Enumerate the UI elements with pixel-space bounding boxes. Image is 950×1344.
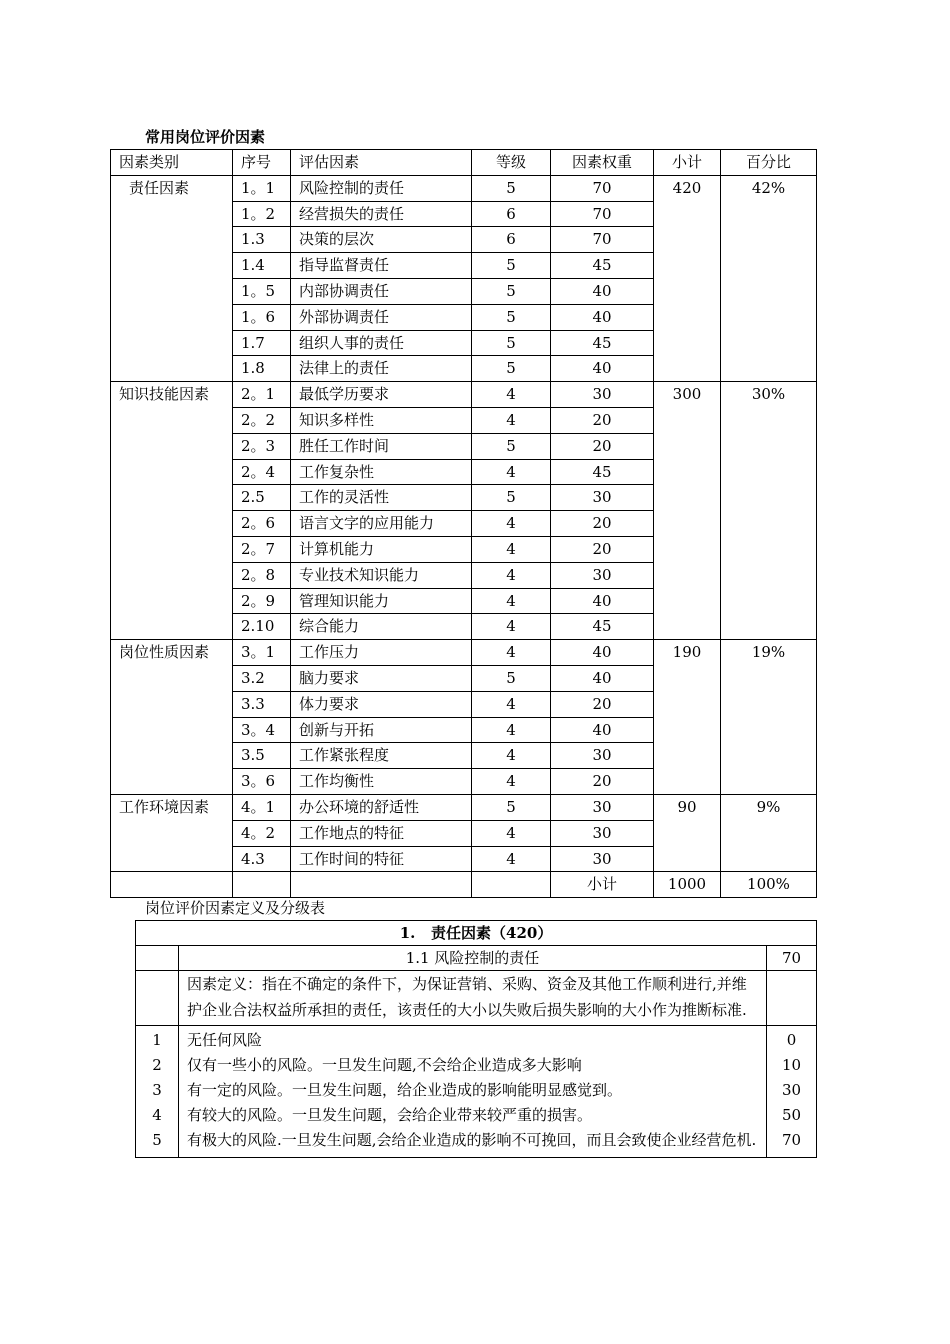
group-percent: 30% bbox=[721, 382, 817, 640]
column-header: 因素类别 bbox=[111, 150, 233, 176]
factor-level: 4 bbox=[472, 691, 551, 717]
row-number: 3.5 bbox=[233, 743, 291, 769]
factor-weight: 30 bbox=[551, 794, 654, 820]
group-percent: 9% bbox=[721, 794, 817, 871]
item-score: 70 bbox=[767, 946, 817, 971]
factor-definition: 因素定义：指在不确定的条件下，为保证营销、采购、资金及其他工作顺利进行,并维护企业合法权益所承担的责任，该责任的大小以失败后损失影响的大小作为推断标准. bbox=[179, 971, 767, 1026]
level-score: 10 bbox=[781, 1056, 802, 1074]
row-number: 3。6 bbox=[233, 769, 291, 795]
blank-cell bbox=[472, 872, 551, 898]
factor-weight: 20 bbox=[551, 691, 654, 717]
factor-name: 语言文字的应用能力 bbox=[291, 511, 472, 537]
factor-level: 5 bbox=[472, 485, 551, 511]
row-number: 4。2 bbox=[233, 820, 291, 846]
level-text: 仅有一些小的风险。一旦发生问题,不会给企业造成多大影响 bbox=[187, 1056, 582, 1074]
page-title: 常用岗位评价因素 bbox=[145, 128, 266, 146]
column-header: 因素权重 bbox=[551, 150, 654, 176]
factor-name: 内部协调责任 bbox=[291, 278, 472, 304]
factor-name: 创新与开拓 bbox=[291, 717, 472, 743]
blank-cell bbox=[136, 946, 179, 971]
factor-level: 5 bbox=[472, 794, 551, 820]
row-number: 2。2 bbox=[233, 407, 291, 433]
factor-name: 工作压力 bbox=[291, 640, 472, 666]
factor-weight: 40 bbox=[551, 588, 654, 614]
factor-category: 岗位性质因素 bbox=[111, 640, 233, 795]
factor-level: 4 bbox=[472, 769, 551, 795]
level-score: 30 bbox=[781, 1081, 802, 1099]
level-descriptions bbox=[179, 1026, 767, 1158]
level-no: 3 bbox=[152, 1081, 162, 1099]
factor-name: 综合能力 bbox=[291, 614, 472, 640]
factor-weight: 45 bbox=[551, 253, 654, 279]
level-no: 4 bbox=[152, 1106, 162, 1124]
factor-name: 外部协调责任 bbox=[291, 304, 472, 330]
group-percent: 19% bbox=[721, 640, 817, 795]
factor-name: 工作的灵活性 bbox=[291, 485, 472, 511]
factor-name: 组织人事的责任 bbox=[291, 330, 472, 356]
blank-cell bbox=[233, 872, 291, 898]
factor-weight: 40 bbox=[551, 278, 654, 304]
factor-level: 4 bbox=[472, 820, 551, 846]
row-number: 3.3 bbox=[233, 691, 291, 717]
level-no: 5 bbox=[152, 1131, 162, 1149]
factor-weight: 40 bbox=[551, 640, 654, 666]
factor-weight: 45 bbox=[551, 614, 654, 640]
factor-level: 5 bbox=[472, 330, 551, 356]
row-number: 4.3 bbox=[233, 846, 291, 872]
factor-weight: 30 bbox=[551, 485, 654, 511]
definition-table bbox=[135, 920, 817, 1158]
factor-weight: 20 bbox=[551, 511, 654, 537]
blank-cell bbox=[111, 872, 233, 898]
group-subtotal: 90 bbox=[654, 794, 721, 871]
factor-level: 5 bbox=[472, 304, 551, 330]
row-number: 1。2 bbox=[233, 201, 291, 227]
row-number: 2。8 bbox=[233, 562, 291, 588]
factor-weight: 70 bbox=[551, 227, 654, 253]
table-header-row bbox=[111, 150, 817, 176]
column-header: 小计 bbox=[654, 150, 721, 176]
column-header: 等级 bbox=[472, 150, 551, 176]
factor-table bbox=[110, 149, 817, 898]
factor-category: 工作环境因素 bbox=[111, 794, 233, 871]
level-numbers bbox=[136, 1026, 179, 1158]
factor-name: 工作均衡性 bbox=[291, 769, 472, 795]
group-subtotal: 190 bbox=[654, 640, 721, 795]
row-number: 2。3 bbox=[233, 433, 291, 459]
factor-level: 5 bbox=[472, 665, 551, 691]
factor-name: 经营损失的责任 bbox=[291, 201, 472, 227]
row-number: 2.10 bbox=[233, 614, 291, 640]
factor-name: 办公环境的舒适性 bbox=[291, 794, 472, 820]
level-score: 0 bbox=[786, 1031, 797, 1049]
factor-name: 计算机能力 bbox=[291, 536, 472, 562]
factor-weight: 45 bbox=[551, 459, 654, 485]
row-number: 3。1 bbox=[233, 640, 291, 666]
factor-level: 4 bbox=[472, 562, 551, 588]
group-subtotal: 420 bbox=[654, 175, 721, 381]
blank-cell bbox=[767, 971, 817, 1026]
factor-name: 决策的层次 bbox=[291, 227, 472, 253]
factor-weight: 40 bbox=[551, 665, 654, 691]
factor-level: 4 bbox=[472, 407, 551, 433]
factor-name: 脑力要求 bbox=[291, 665, 472, 691]
table-row bbox=[111, 794, 817, 820]
factor-weight: 30 bbox=[551, 382, 654, 408]
row-number: 2。1 bbox=[233, 382, 291, 408]
row-number: 1。6 bbox=[233, 304, 291, 330]
factor-weight: 40 bbox=[551, 304, 654, 330]
level-no: 1 bbox=[152, 1031, 162, 1049]
factor-level: 4 bbox=[472, 846, 551, 872]
row-number: 1。1 bbox=[233, 175, 291, 201]
factor-name: 风险控制的责任 bbox=[291, 175, 472, 201]
factor-name: 体力要求 bbox=[291, 691, 472, 717]
item-title: 1.1 风险控制的责任 bbox=[179, 946, 767, 971]
factor-name: 指导监督责任 bbox=[291, 253, 472, 279]
factor-weight: 30 bbox=[551, 846, 654, 872]
row-number: 1。5 bbox=[233, 278, 291, 304]
factor-name: 最低学历要求 bbox=[291, 382, 472, 408]
level-text: 有极大的风险.一旦发生问题,会给企业造成的影响不可挽回，而且会致使企业经营危机. bbox=[187, 1131, 757, 1149]
row-number: 2。6 bbox=[233, 511, 291, 537]
factor-weight: 30 bbox=[551, 562, 654, 588]
factor-level: 5 bbox=[472, 175, 551, 201]
row-number: 3.2 bbox=[233, 665, 291, 691]
table-row bbox=[111, 382, 817, 408]
factor-level: 4 bbox=[472, 588, 551, 614]
factor-weight: 45 bbox=[551, 330, 654, 356]
factor-name: 工作复杂性 bbox=[291, 459, 472, 485]
factor-weight: 70 bbox=[551, 201, 654, 227]
total-subtotal: 1000 bbox=[654, 872, 721, 898]
level-scores bbox=[767, 1026, 817, 1158]
factor-weight: 40 bbox=[551, 717, 654, 743]
factor-weight: 30 bbox=[551, 743, 654, 769]
level-score: 50 bbox=[781, 1106, 802, 1124]
row-number: 1.8 bbox=[233, 356, 291, 382]
blank-cell bbox=[291, 872, 472, 898]
factor-category: 责任因素 bbox=[111, 175, 233, 381]
factor-level: 4 bbox=[472, 382, 551, 408]
factor-level: 4 bbox=[472, 614, 551, 640]
level-text: 有较大的风险。一旦发生问题，会给企业带来较严重的损害。 bbox=[187, 1106, 593, 1124]
row-number: 2。4 bbox=[233, 459, 291, 485]
factor-level: 4 bbox=[472, 717, 551, 743]
row-number: 1.4 bbox=[233, 253, 291, 279]
factor-level: 5 bbox=[472, 253, 551, 279]
group-percent: 42% bbox=[721, 175, 817, 381]
row-number: 2.5 bbox=[233, 485, 291, 511]
section-header: 1. 责任因素（420） bbox=[136, 921, 817, 946]
factor-level: 4 bbox=[472, 511, 551, 537]
level-no: 2 bbox=[152, 1056, 162, 1074]
factor-name: 胜任工作时间 bbox=[291, 433, 472, 459]
factor-weight: 40 bbox=[551, 356, 654, 382]
column-header: 评估因素 bbox=[291, 150, 472, 176]
factor-name: 工作紧张程度 bbox=[291, 743, 472, 769]
factor-name: 工作地点的特征 bbox=[291, 820, 472, 846]
factor-level: 5 bbox=[472, 356, 551, 382]
factor-name: 法律上的责任 bbox=[291, 356, 472, 382]
factor-level: 5 bbox=[472, 433, 551, 459]
factor-category: 知识技能因素 bbox=[111, 382, 233, 640]
factor-weight: 30 bbox=[551, 820, 654, 846]
factor-level: 4 bbox=[472, 640, 551, 666]
row-number: 2。9 bbox=[233, 588, 291, 614]
level-text: 有一定的风险。一旦发生问题，给企业造成的影响能明显感觉到。 bbox=[187, 1081, 623, 1099]
column-header: 百分比 bbox=[721, 150, 817, 176]
row-number: 3。4 bbox=[233, 717, 291, 743]
factor-level: 4 bbox=[472, 743, 551, 769]
factor-level: 6 bbox=[472, 201, 551, 227]
factor-weight: 70 bbox=[551, 175, 654, 201]
row-number: 2。7 bbox=[233, 536, 291, 562]
factor-weight: 20 bbox=[551, 769, 654, 795]
row-number: 1.7 bbox=[233, 330, 291, 356]
factor-name: 专业技术知识能力 bbox=[291, 562, 472, 588]
row-number: 4。1 bbox=[233, 794, 291, 820]
total-percent: 100% bbox=[721, 872, 817, 898]
factor-level: 5 bbox=[472, 278, 551, 304]
factor-level: 4 bbox=[472, 536, 551, 562]
row-number: 1.3 bbox=[233, 227, 291, 253]
definition-title: 岗位评价因素定义及分级表 bbox=[145, 899, 326, 917]
factor-weight: 20 bbox=[551, 407, 654, 433]
total-row bbox=[111, 872, 817, 898]
total-label: 小计 bbox=[551, 872, 654, 898]
factor-name: 知识多样性 bbox=[291, 407, 472, 433]
factor-name: 工作时间的特征 bbox=[291, 846, 472, 872]
factor-weight: 20 bbox=[551, 433, 654, 459]
table-row bbox=[111, 175, 817, 201]
factor-level: 4 bbox=[472, 459, 551, 485]
factor-weight: 20 bbox=[551, 536, 654, 562]
column-header: 序号 bbox=[233, 150, 291, 176]
factor-level: 6 bbox=[472, 227, 551, 253]
level-text: 无任何风险 bbox=[187, 1031, 263, 1049]
table-row bbox=[111, 640, 817, 666]
factor-name: 管理知识能力 bbox=[291, 588, 472, 614]
group-subtotal: 300 bbox=[654, 382, 721, 640]
blank-cell bbox=[136, 971, 179, 1026]
level-score: 70 bbox=[781, 1131, 802, 1149]
